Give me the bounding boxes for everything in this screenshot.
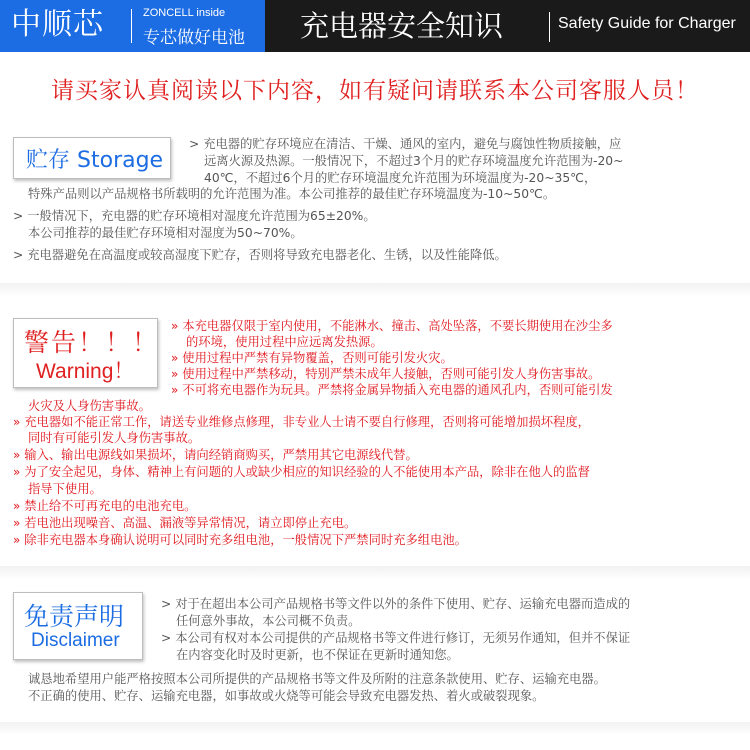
storage-line: 本公司推荐的最佳贮存环境相对湿度为50~70%。 (28, 226, 303, 240)
disclaimer-line: > 本公司有权对本公司提供的产品规格书等文件进行修订，无须另作通知，但并不保证 (161, 631, 631, 645)
disclaimer-line: > 对于在超出本公司产品规格书等文件以外的条件下使用、贮存、运输充电器而造成的 (161, 597, 631, 611)
storage-line: > 充电器的贮存环境应在清洁、干燥、通风的室内，避免与腐蚀性物质接触，应 (189, 137, 622, 151)
storage-label: 贮存 Storage (26, 148, 164, 173)
brand-slogan: 专芯做好电池 (143, 28, 245, 48)
header-bar (0, 0, 750, 52)
brand-tagline: ZONCELL inside (143, 7, 226, 19)
brand-name: 中顺芯 (11, 7, 104, 42)
warning-item: » 充电器如不能正常工作，请送专业维修点修理，非专业人士请不要自行修理，否则将可能增加损坏程度， (13, 415, 590, 429)
warning-item: » 使用过程中严禁有异物覆盖，否则可能引发火灾。 (171, 351, 453, 365)
disclaimer-label-cn: 免责声明 (24, 602, 125, 631)
page-title: 充电器安全知识 (300, 9, 504, 43)
warning-label-box (13, 318, 158, 388)
storage-line: > 充电器避免在高温度或较高湿度下贮存，否则将导致充电器老化、生锈，以及性能降低。 (13, 248, 507, 262)
section-divider (0, 722, 750, 736)
page-subtitle: Safety Guide for Charger (558, 15, 736, 32)
warning-line: 的环境，使用过程中应远离发热源。 (186, 335, 383, 349)
warning-item: » 若电池出现噪音、高温、漏液等异常情况，请立即停止充电。 (13, 516, 357, 530)
warning-item: » 禁止给不可再充电的电池充电。 (13, 499, 197, 513)
warning-item: » 不可将充电器作为玩具。严禁将金属异物插入充电器的通风孔内，否则可能引发 (171, 383, 613, 397)
warning-item: » 本充电器仅限于室内使用，不能淋水、撞击、高处坠落，不要长期使用在沙尘多 (171, 319, 613, 333)
storage-line: > 一般情况下，充电器的贮存环境相对湿度允许范围为65±20%。 (13, 209, 376, 223)
storage-label-box (13, 137, 171, 179)
disclaimer-line: 在内容变化时及时更新，也不保证在更新时通知您。 (176, 648, 459, 662)
section-divider (0, 566, 750, 580)
warning-label-cn: 警告！！！ (24, 328, 160, 357)
disclaimer-label-box (13, 592, 143, 660)
disclaimer-line: 不正确的使用、贮存、运输充电器，如事故或火烧等可能会导致充电器发热、着火或破裂现象。 (28, 689, 545, 703)
title-divider (549, 12, 550, 42)
warning-line: 同时有可能引发人身伤害事故。 (28, 431, 201, 445)
warning-item: » 除非充电器本身确认说明可以同时充多组电池，一般情况下严禁同时充多组电池。 (13, 533, 467, 547)
storage-line: 40℃，不超过6个月的贮存环境温度允许范围为环境温度为-20~35℃， (204, 171, 597, 185)
disclaimer-label-en: Disclaimer (31, 630, 120, 651)
disclaimer-line: 任何意外事故，本公司概不负责。 (176, 614, 361, 628)
warning-line: 指导下使用。 (28, 482, 102, 496)
warning-label-en: Warning！ (36, 360, 135, 383)
storage-line: 远离火源及热源。一般情况下，不超过3个月的贮存环境温度允许范围为-20~ (204, 154, 624, 168)
storage-line: 特殊产品则以产品规格书所载明的允许范围为准。本公司推荐的最佳贮存环境温度为-10~50℃。 (28, 187, 556, 201)
warning-line: 火灾及人身伤害事故。 (28, 399, 151, 413)
warning-item: » 为了安全起见，身体、精神上有问题的人或缺少相应的知识经验的人不能使用本产品，除非在他人的监督 (13, 465, 590, 479)
disclaimer-line: 诚恳地希望用户能严格按照本公司所提供的产品规格书等文件及所附的注意条款使用、贮存、运输充电器。 (28, 672, 606, 686)
brand-block (0, 0, 265, 52)
customer-notice: 请买家认真阅读以下内容，如有疑问请联系本公司客服人员！ (51, 78, 699, 104)
section-divider (0, 283, 750, 297)
brand-divider (131, 9, 132, 43)
warning-item: » 输入、输出电源线如果损坏，请向经销商购买，严禁用其它电源线代替。 (13, 448, 418, 462)
warning-item: » 使用过程中严禁移动，特别严禁未成年人接触，否则可能引发人身伤害事故。 (171, 367, 601, 381)
